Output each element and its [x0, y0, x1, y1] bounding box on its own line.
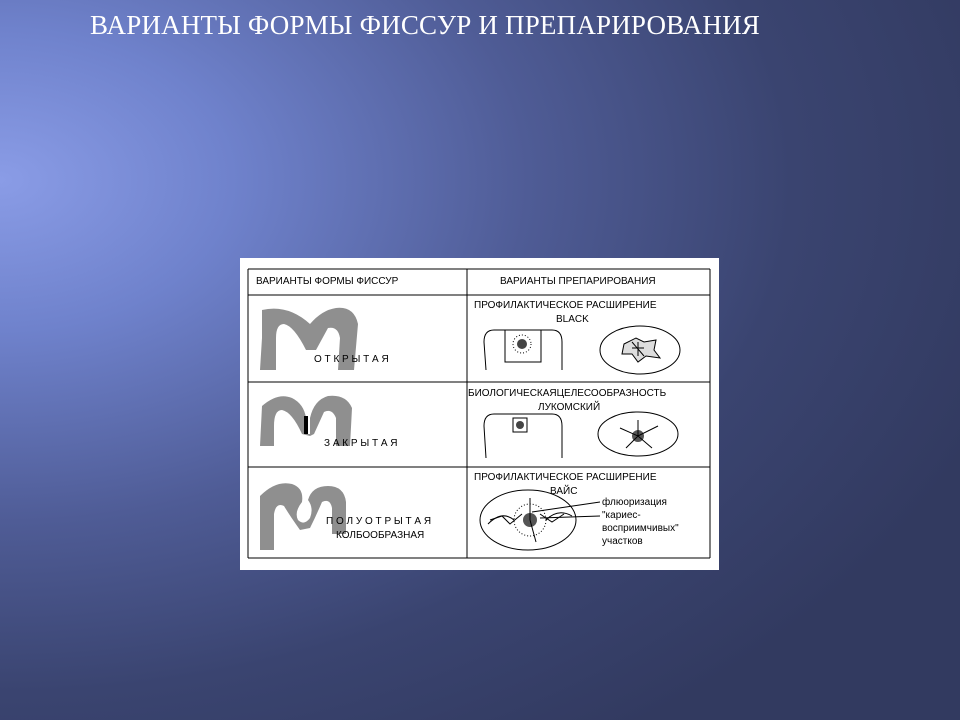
- label-flask-fissure: КОЛБООБРАЗНАЯ: [336, 530, 425, 541]
- vais-preparation-diagram: [480, 490, 600, 550]
- method-black-line2: BLACK: [556, 314, 589, 325]
- annotation-fluoridation: [602, 496, 679, 548]
- label-closed-fissure: З А К Р Ы Т А Я: [324, 438, 398, 449]
- lukomsky-preparation-diagram: [484, 412, 678, 458]
- black-preparation-diagram: [484, 326, 680, 374]
- annotation-line-4: участков: [602, 536, 643, 547]
- method-black-line1: ПРОФИЛАКТИЧЕСКОЕ РАСШИРЕНИЕ: [474, 300, 657, 311]
- method-vais-line2: ВАЙС: [550, 486, 578, 497]
- annotation-line-2: "кариес-: [602, 510, 641, 521]
- annotation-line-1: флюоризация: [602, 497, 667, 508]
- header-preparation-variants: ВАРИАНТЫ ПРЕПАРИРОВАНИЯ: [500, 276, 656, 287]
- method-lukomsky-line2: ЛУКОМСКИЙ: [538, 402, 601, 413]
- label-open-fissure: О Т К Р Ы Т А Я: [314, 354, 389, 365]
- method-vais-line1: ПРОФИЛАКТИЧЕСКОЕ РАСШИРЕНИЕ: [474, 472, 657, 483]
- slide-title: ВАРИАНТЫ ФОРМЫ ФИССУР И ПРЕПАРИРОВАНИЯ: [90, 10, 760, 40]
- header-fissure-shapes: ВАРИАНТЫ ФОРМЫ ФИССУР: [256, 276, 399, 287]
- fissure-table-figure: [240, 258, 719, 570]
- annotation-line-3: восприимчивых": [602, 523, 679, 534]
- method-lukomsky-line1: БИОЛОГИЧЕСКАЯЦЕЛЕСООБРАЗНОСТЬ: [468, 388, 667, 399]
- label-semi-open-fissure: П О Л У О Т Р Ы Т А Я: [326, 516, 432, 527]
